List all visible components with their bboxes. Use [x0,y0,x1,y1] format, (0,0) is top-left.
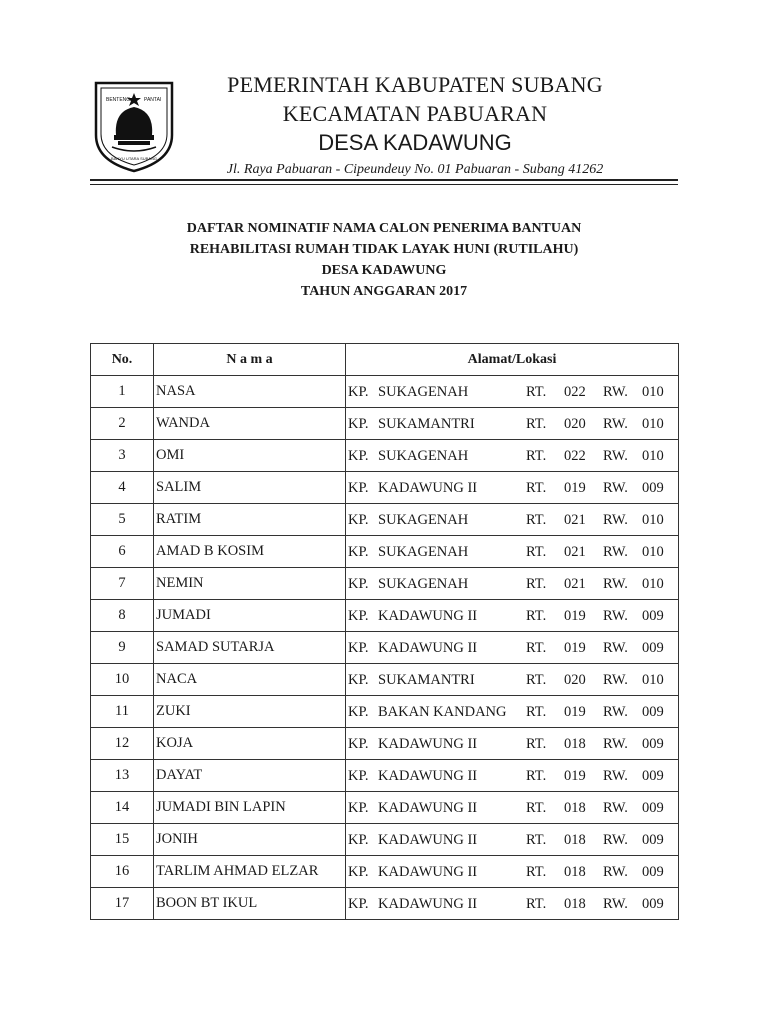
rw-label: RW. [603,608,628,624]
cell-nama: OMI [154,440,346,472]
rt-label: RT. [526,576,547,592]
cell-alamat [346,536,679,568]
cell-alamat [346,728,679,760]
table-row [91,696,679,728]
rw-label: RW. [603,896,628,912]
kp-label: KP. [348,576,369,592]
cell-alamat [346,792,679,824]
rw-label: RW. [603,512,628,528]
rt-label: RT. [526,896,547,912]
cell-no: 2 [91,408,154,440]
cell-no: 4 [91,472,154,504]
rw-label: RW. [603,800,628,816]
cell-nama: JONIH [154,824,346,856]
letterhead-rule-thick [90,179,678,181]
rw-label: RW. [603,480,628,496]
cell-nama: JUMADI [154,600,346,632]
kampung-value: SUKAGENAH [378,512,469,528]
kampung-value: SUKAMANTRI [378,672,475,688]
cell-no: 6 [91,536,154,568]
kampung-value: KADAWUNG II [378,896,478,912]
rw-value: 009 [642,704,664,720]
kampung-value: SUKAMANTRI [378,416,475,432]
rw-value: 009 [642,832,664,848]
rt-label: RT. [526,672,547,688]
cell-no: 5 [91,504,154,536]
rw-value: 010 [642,544,664,560]
rw-label: RW. [603,736,628,752]
rt-label: RT. [526,448,547,464]
rt-value: 019 [564,640,586,656]
rt-value: 018 [564,896,586,912]
table-row [91,536,679,568]
table-row [91,792,679,824]
rt-label: RT. [526,704,547,720]
table-row [91,888,679,920]
cell-no: 7 [91,568,154,600]
rt-value: 019 [564,704,586,720]
rw-label: RW. [603,864,628,880]
rw-label: RW. [603,576,628,592]
letterhead-line2: KECAMATAN PABUARAN [282,101,548,126]
kp-label: KP. [348,512,369,528]
cell-no: 3 [91,440,154,472]
cell-nama: SAMAD SUTARJA [154,632,346,664]
subang-regency-logo [92,77,176,173]
kampung-value: BAKAN KANDANG [378,704,507,720]
letterhead-rule-thin [90,184,678,185]
cell-alamat [346,504,679,536]
cell-no: 10 [91,664,154,696]
table-row [91,632,679,664]
kampung-value: KADAWUNG II [378,832,478,848]
cell-no: 8 [91,600,154,632]
rt-value: 022 [564,384,586,400]
title-line4: TAHUN ANGGARAN 2017 [300,284,468,299]
rt-value: 021 [564,544,586,560]
rw-value: 009 [642,800,664,816]
rt-value: 021 [564,512,586,528]
kampung-value: SUKAGENAH [378,576,469,592]
cell-no: 13 [91,760,154,792]
cell-nama: NACA [154,664,346,696]
kp-label: KP. [348,672,369,688]
rt-label: RT. [526,416,547,432]
kampung-value: KADAWUNG II [378,608,478,624]
rt-label: RT. [526,544,547,560]
rw-label: RW. [603,832,628,848]
rw-value: 010 [642,416,664,432]
letterhead-line3: DESA KADAWUNG [318,130,512,155]
kampung-value: SUKAGENAH [378,448,469,464]
rw-value: 009 [642,768,664,784]
kp-label: KP. [348,768,369,784]
rw-value: 009 [642,480,664,496]
rt-label: RT. [526,384,547,400]
rt-value: 018 [564,864,586,880]
table-header-row [91,344,679,376]
rt-label: RT. [526,800,547,816]
rt-value: 021 [564,576,586,592]
kp-label: KP. [348,416,369,432]
kp-label: KP. [348,608,369,624]
cell-nama: JUMADI BIN LAPIN [154,792,346,824]
table-row [91,376,679,408]
cell-nama: BOON BT IKUL [154,888,346,920]
cell-nama: NEMIN [154,568,346,600]
title-line1: DAFTAR NOMINATIF NAMA CALON PENERIMA BANTUAN [186,221,582,236]
kampung-value: KADAWUNG II [378,480,478,496]
table-row [91,600,679,632]
rt-label: RT. [526,832,547,848]
rt-label: RT. [526,480,547,496]
rt-value: 018 [564,736,586,752]
header-alamat: Alamat/Lokasi [346,344,679,376]
kp-label: KP. [348,896,369,912]
kampung-value: KADAWUNG II [378,800,478,816]
rw-value: 010 [642,672,664,688]
letterhead [190,70,640,181]
rt-value: 020 [564,672,586,688]
table-row [91,728,679,760]
rt-value: 019 [564,608,586,624]
kp-label: KP. [348,384,369,400]
rw-label: RW. [603,768,628,784]
cell-nama: TARLIM AHMAD ELZAR [154,856,346,888]
header-no: No. [91,344,154,376]
rt-label: RT. [526,864,547,880]
cell-nama: AMAD B KOSIM [154,536,346,568]
cell-no: 14 [91,792,154,824]
kp-label: KP. [348,800,369,816]
logo-text-left: BENTENG [106,97,131,103]
table-row [91,472,679,504]
kp-label: KP. [348,480,369,496]
kp-label: KP. [348,640,369,656]
kampung-value: KADAWUNG II [378,768,478,784]
logo-text-right: PANTAI [144,97,162,103]
cell-alamat [346,376,679,408]
cell-alamat [346,408,679,440]
kp-label: KP. [348,704,369,720]
cell-nama: KOJA [154,728,346,760]
rt-label: RT. [526,608,547,624]
cell-alamat [346,888,679,920]
table-row [91,440,679,472]
cell-alamat [346,440,679,472]
kampung-value: KADAWUNG II [378,864,478,880]
rw-label: RW. [603,704,628,720]
cell-alamat [346,824,679,856]
kp-label: KP. [348,864,369,880]
kampung-value: KADAWUNG II [378,640,478,656]
rt-value: 022 [564,448,586,464]
table-row [91,664,679,696]
cell-no: 1 [91,376,154,408]
rt-label: RT. [526,736,547,752]
cell-alamat [346,632,679,664]
kp-label: KP. [348,544,369,560]
cell-no: 9 [91,632,154,664]
rt-value: 018 [564,800,586,816]
rt-label: RT. [526,640,547,656]
table-row [91,568,679,600]
title-line2: REHABILITASI RUMAH TIDAK LAYAK HUNI (RUTILAHU) [189,242,579,257]
rw-label: RW. [603,416,628,432]
cell-alamat [346,600,679,632]
cell-alamat [346,760,679,792]
cell-nama: NASA [154,376,346,408]
table-row [91,408,679,440]
rw-value: 010 [642,512,664,528]
title-line3: DESA KADAWUNG [321,263,447,278]
letterhead-address: Jl. Raya Pabuaran - Cipeundeuy No. 01 Pabuaran - Subang 41262 [226,162,604,177]
rt-label: RT. [526,768,547,784]
document-title [90,218,678,302]
rw-value: 009 [642,640,664,656]
rw-value: 010 [642,576,664,592]
cell-no: 17 [91,888,154,920]
rw-label: RW. [603,448,628,464]
table-row [91,856,679,888]
cell-alamat [346,856,679,888]
rw-value: 009 [642,736,664,752]
header-nama: N a m a [154,344,346,376]
rw-value: 009 [642,608,664,624]
cell-alamat [346,696,679,728]
cell-no: 16 [91,856,154,888]
table-row [91,504,679,536]
rw-value: 009 [642,864,664,880]
kp-label: KP. [348,448,369,464]
rt-value: 019 [564,768,586,784]
logo-text-bottom: BANYU UTARA SUBANG [111,156,157,161]
rt-label: RT. [526,512,547,528]
cell-alamat [346,664,679,696]
rt-value: 020 [564,416,586,432]
cell-no: 15 [91,824,154,856]
letterhead-line1: PEMERINTAH KABUPATEN SUBANG [227,72,603,97]
cell-nama: DAYAT [154,760,346,792]
nominee-table [90,343,679,920]
rw-label: RW. [603,640,628,656]
rt-value: 019 [564,480,586,496]
rt-value: 018 [564,832,586,848]
cell-nama: RATIM [154,504,346,536]
kampung-value: SUKAGENAH [378,384,469,400]
table-row [91,760,679,792]
kampung-value: KADAWUNG II [378,736,478,752]
rw-label: RW. [603,672,628,688]
kp-label: KP. [348,832,369,848]
cell-alamat [346,472,679,504]
rw-label: RW. [603,544,628,560]
rw-value: 010 [642,384,664,400]
kp-label: KP. [348,736,369,752]
cell-no: 12 [91,728,154,760]
cell-nama: WANDA [154,408,346,440]
rw-value: 010 [642,448,664,464]
cell-nama: SALIM [154,472,346,504]
rw-value: 009 [642,896,664,912]
cell-alamat [346,568,679,600]
kampung-value: SUKAGENAH [378,544,469,560]
rw-label: RW. [603,384,628,400]
cell-no: 11 [91,696,154,728]
cell-nama: ZUKI [154,696,346,728]
table-row [91,824,679,856]
